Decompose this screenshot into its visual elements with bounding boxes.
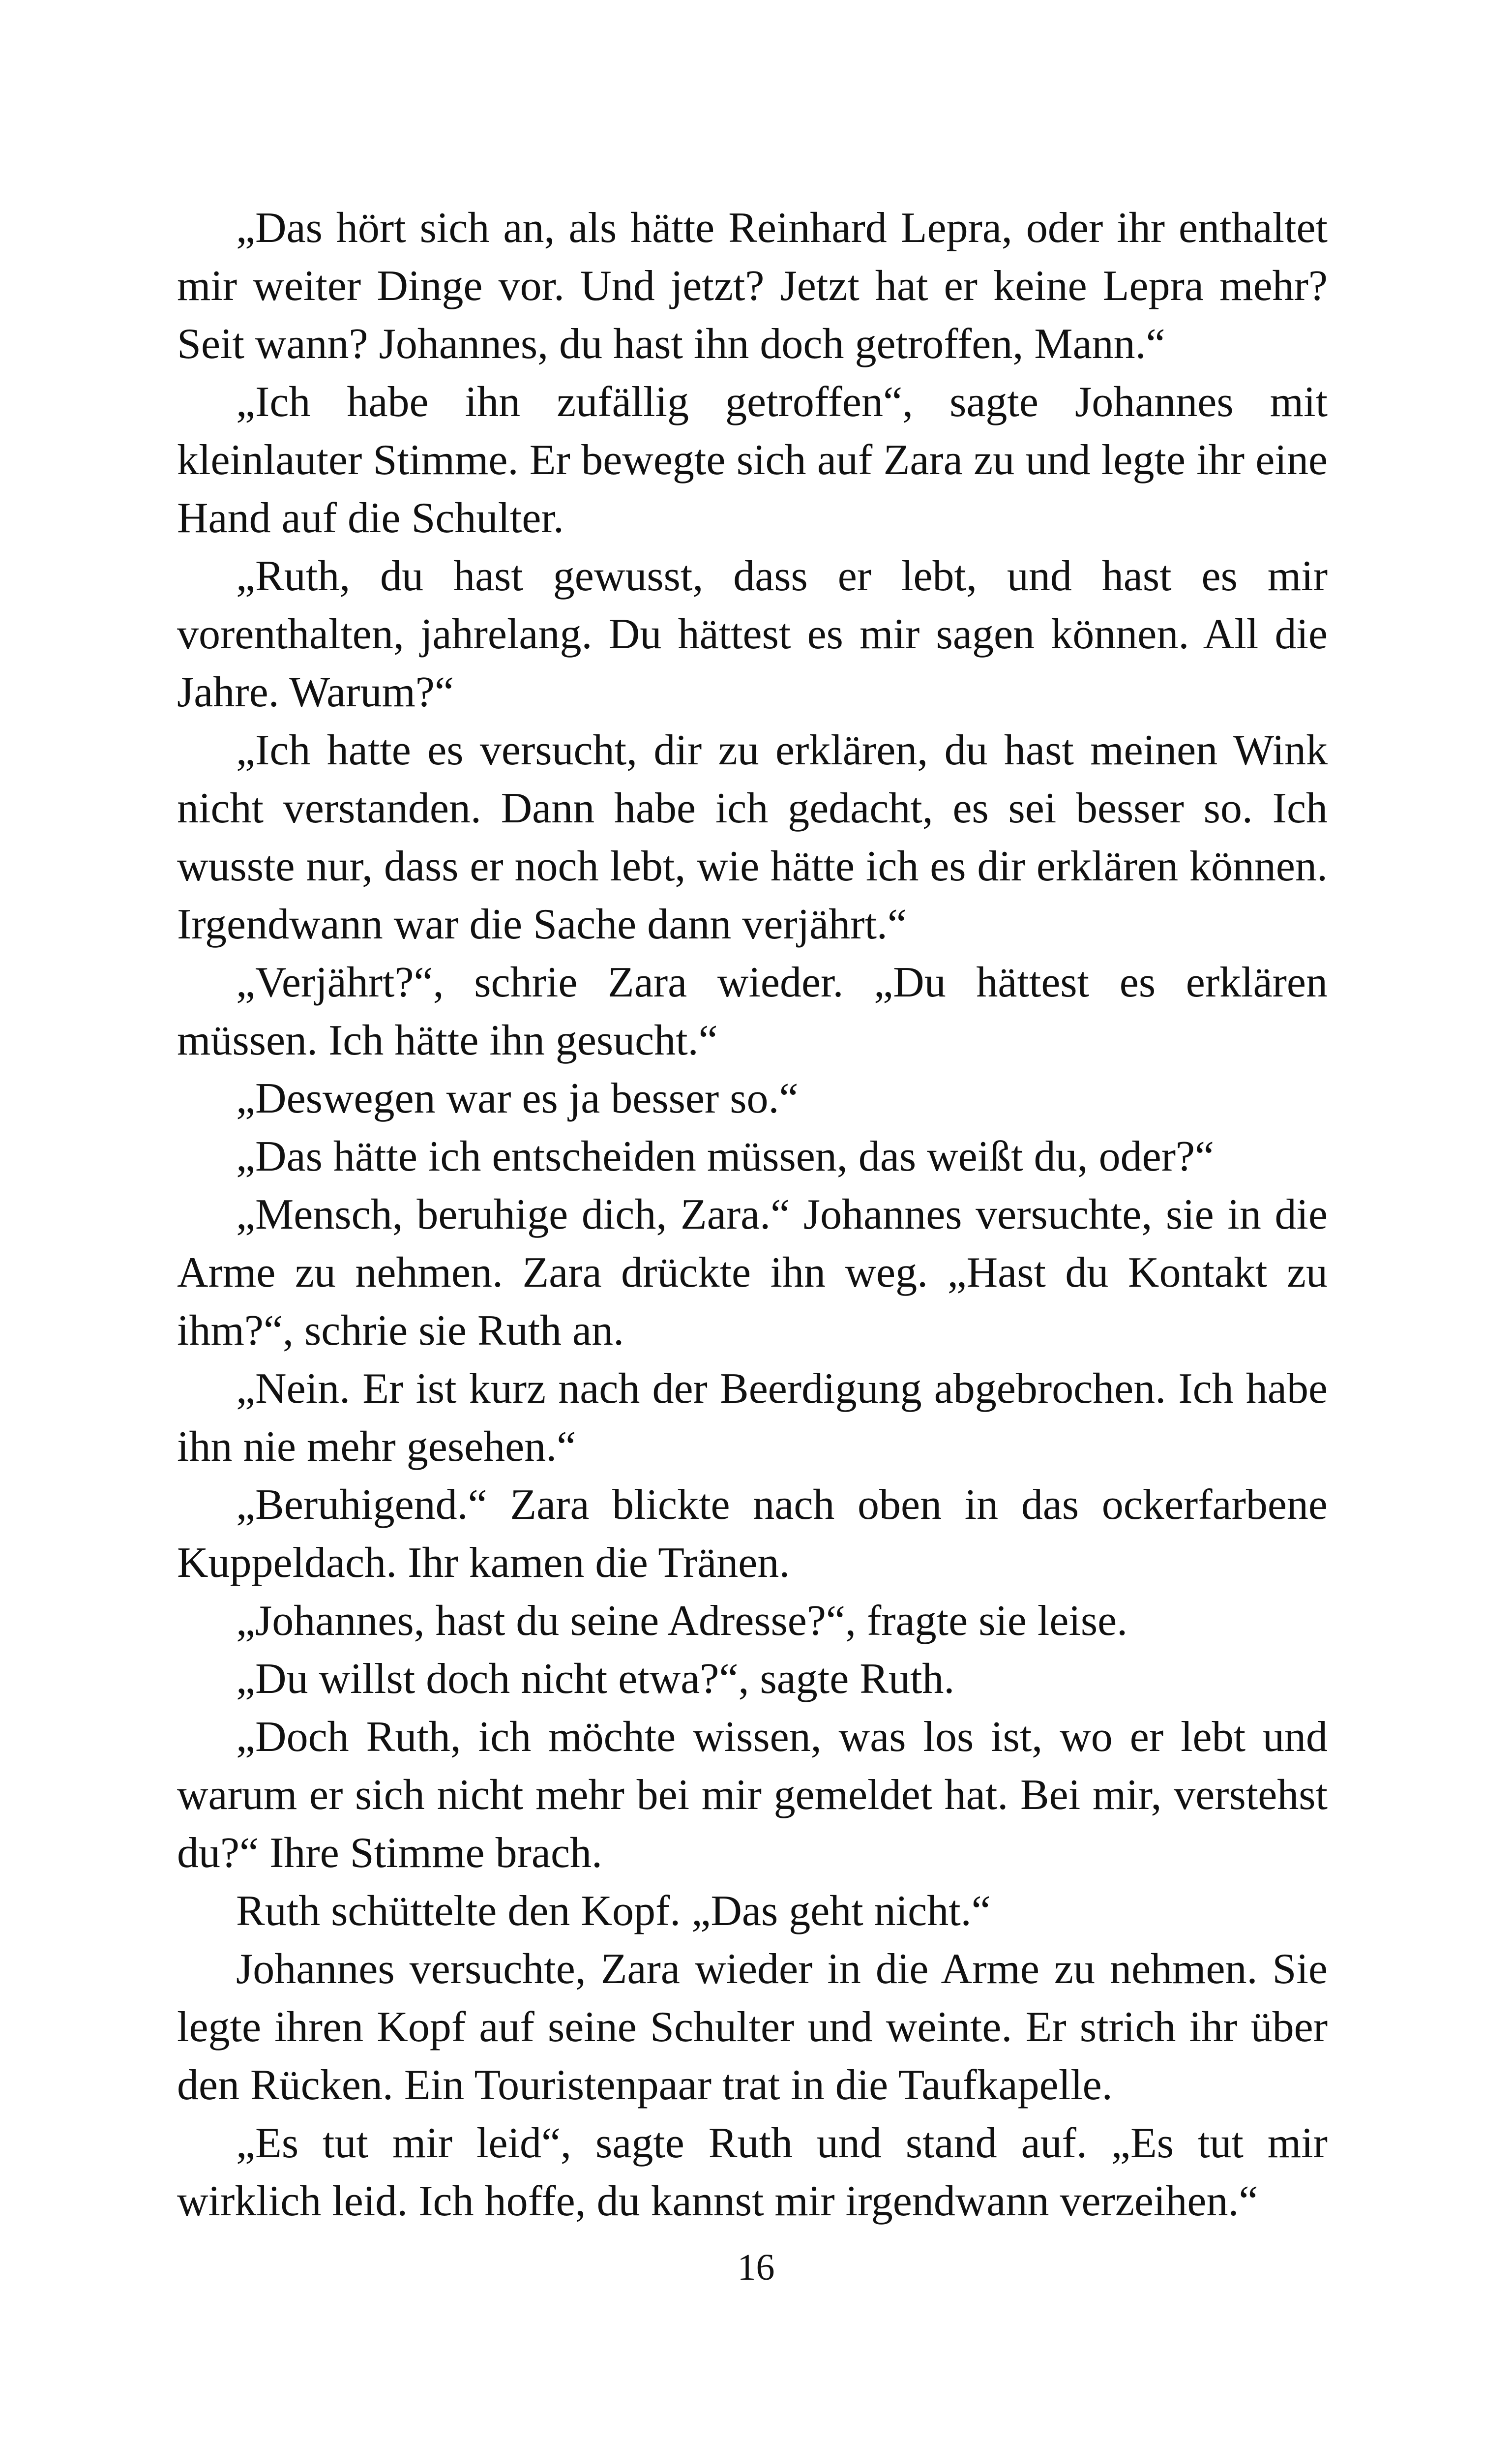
paragraph: „Doch Ruth, ich möchte wissen, was los ist, wo er lebt und warum er sich nicht mehr bei mir gemeldet hat. Bei mir, verstehst du?“ Ihre Stimme brach. xyxy=(177,1713,1328,1877)
paragraph: „Das hört sich an, als hätte Reinhard Lepra, oder ihr enthaltet mir weiter Dinge vor. Und jetzt? Jetzt hat er keine Lepra mehr? Seit wann? Johannes, du hast ihn doch getroffen, Mann.“ xyxy=(177,204,1328,368)
paragraph: „Ruth, du hast gewusst, dass er lebt, und hast es mir vorenthalten, jahrelang. Du hättest es mir sagen können. All die Jahre. Warum?“ xyxy=(177,552,1328,716)
paragraph: „Das hätte ich entscheiden müssen, das weißt du, oder?“ xyxy=(236,1133,1215,1180)
body-text xyxy=(177,199,1328,2231)
paragraph: Ruth schüttelte den Kopf. „Das geht nicht.“ xyxy=(236,1887,991,1935)
paragraph: „Nein. Er ist kurz nach der Beerdigung abgebrochen. Ich habe ihn nie mehr gesehen.“ xyxy=(177,1365,1328,1471)
paragraph: „Du willst doch nicht etwa?“, sagte Ruth. xyxy=(236,1655,955,1703)
paragraph: Johannes versuchte, Zara wieder in die Arme zu nehmen. Sie legte ihren Kopf auf seine Schulter und weinte. Er strich ihr über den Rücken. Ein Touristenpaar trat in die Taufkapelle. xyxy=(177,1945,1328,2109)
paragraph: „Johannes, hast du seine Adresse?“, fragte sie leise. xyxy=(236,1597,1128,1645)
paragraph: „Beruhigend.“ Zara blickte nach oben in das ockerfarbene Kuppeldach. Ihr kamen die Tränen. xyxy=(177,1481,1328,1587)
paragraph: „Verjährt?“, schrie Zara wieder. „Du hättest es erklären müssen. Ich hätte ihn gesucht.“ xyxy=(177,959,1328,1064)
paragraph: „Ich hatte es versucht, dir zu erklären, du hast meinen Wink nicht verstanden. Dann habe ich gedacht, es sei besser so. Ich wusste nur, dass er noch lebt, wie hätte ich es dir erklären können. Irgendwann war die Sache dann verjährt.“ xyxy=(177,726,1328,948)
paragraph: „Deswegen war es ja besser so.“ xyxy=(236,1075,799,1122)
paragraph: „Mensch, beruhige dich, Zara.“ Johannes versuchte, sie in die Arme zu nehmen. Zara drückte ihn weg. „Hast du Kontakt zu ihm?“, schrie sie Ruth an. xyxy=(177,1191,1328,1355)
paragraph: „Es tut mir leid“, sagte Ruth und stand auf. „Es tut mir wirklich leid. Ich hoffe, du kannst mir irgendwann verzeihen.“ xyxy=(177,2119,1328,2225)
page-number: 16 xyxy=(737,2247,775,2288)
paragraph: „Ich habe ihn zufällig getroffen“, sagte Johannes mit kleinlauter Stimme. Er bewegte sich auf Zara zu und legte ihr eine Hand auf die Schulter. xyxy=(177,378,1328,542)
